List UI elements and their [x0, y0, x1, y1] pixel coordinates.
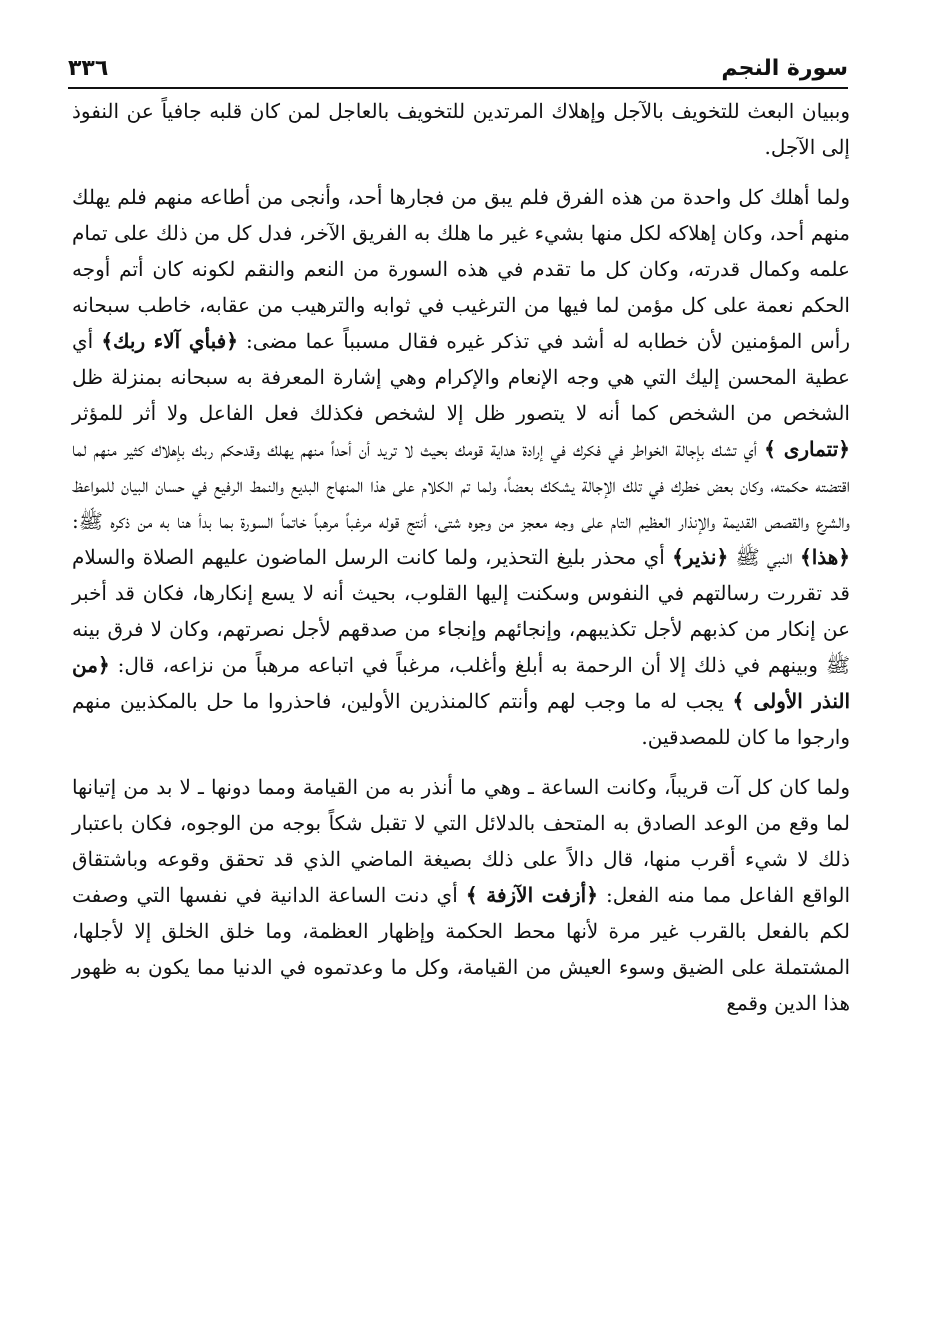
- text-run: أي دنت الساعة الدانية في نفسها التي وصفت لكم بالفعل بالقرب غير مرة لأنها محط الحكمة وإظهار العظمة، وما خلق الخلق إلا لأجلها، المشتملة على الضيق وسوء العيش من القيامة، وكل ما وعدتموه في الدنيا مما يكون به ظهور هذا الدين وقمع: [72, 883, 850, 1015]
- text-run: ولما أهلك كل واحدة من هذه الفرق فلم يبق من فجارها أحد، وأنجى من أطاعه منهم فلم يهلك منهم أحد، وكان إهلاكه لكل منها بشيء غير ما هلك به الفريق الآخر، فدل كل من ذلك على تمام علمه وكمال قدرته، وكان كل ما تقدم في هذه السورة من النعم والنقم لكونه كان أتم أوجه الحكم نعمة على كل مؤمن لما فيها من الترغيب في ثوابه والترهيب من عقابه، خاطب سبحانه رأس المؤمنين لأن خطابه له أشد في تذكر غيره فقال مسبباً عما مضى:: [72, 185, 851, 353]
- paragraph-3: [72, 769, 850, 1021]
- text-run: أي تشك بإجالة الخواطر في فكرك في إرادة هداية قومك بحيث لا تريد أن أحداً منهم يهلك وقدحكم ربك بإهلاك كثير منهم لما اقتضته حكمته، وكان بعض خطرك في تلك الإجالة يشكك بعضاً، ولما تم الكلام على هذا المنهاج البديع والنمط الرفيع في حسان البيان للمواعظ والشرع والقصص القديمة والإنذار العظيم التام على وجه معجز من وجوه شتى، أنتج قوله مرغباً مرهباً خاتماً السورة بما بدأ هنا به من ذكره ﷺ:: [72, 437, 850, 533]
- surah-title: سورة النجم: [721, 55, 848, 81]
- text-run: النبي ﷺ: [735, 545, 793, 569]
- quran-quote: ﴿أزفت الآزفة ﴾: [465, 883, 598, 907]
- text-run: يجب له ما وجب لهم وأنتم كالمنذرين الأولين، فاحذروا ما حل بالمكذبين منهم وارجوا ما كان للمصدقين.: [72, 689, 850, 749]
- text-run: أي عطية المحسن إليك التي هي وجه الإنعام والإكرام وهي إشارة المعرفة به سبحانه بمنزلة ظل الشخص من الشخص كما أنه لا يتصور ظل إلا لشخص فكذلك فعل الفاعل ولا أثر للمؤثر: [72, 329, 850, 425]
- text-run: وببيان البعث للتخويف بالآجل وإهلاك المرتدين للتخويف بالعاجل لمن كان قلبه جافياً عن النفوذ إلى الآجل.: [72, 99, 850, 159]
- paragraph-2: [72, 179, 850, 755]
- page-number: ٣٣٦: [68, 55, 109, 81]
- text-run: أي محذر بليغ التحذير، ولما كانت الرسل الماضون عليهم الصلاة والسلام قد تقررت رسالتهم في النفوس وسكنت إليها القلوب، بحيث أنه لا يسع إنكارها، فكان قد أخبر عن إنكار من كذبهم لأجل تكذيبهم، وإنجائهم وإنجاء من صدقهم لأجل نصرتهم، وكان لا فرق بينه ﷺ وبينهم في ذلك إلا أن الرحمة به أبلغ وأغلب، مرغباً في اتباعه مرهباً من نزاعه، قال:: [72, 545, 850, 677]
- running-header: [68, 48, 848, 88]
- quran-quote: ﴿من النذر الأولى ﴾: [72, 653, 851, 713]
- quran-quote: ﴿نذير﴾: [672, 545, 729, 569]
- quran-quote: ﴿تتمارى ﴾: [764, 437, 850, 461]
- header-divider: [68, 87, 848, 89]
- paragraph-1: [72, 93, 850, 165]
- text-run: ولما كان كل آت قريباً، وكانت الساعة ـ وهي ما أنذر به من القيامة ومما دونها ـ لا بد من إتيانها لما وقع من الوعد الصادق به المتحف بالدلائل التي لا تقبل شكاً بوجه من الوجوه، فكان باعتبار ذلك لا شيء أقرب منها، قال دالاً على ذلك بصيغة الماضي الذي قد تحقق وقوعه وباشتقاق الواقع الفاعل مما منه الفعل:: [72, 775, 851, 907]
- quran-quote: ﴿هذا﴾: [799, 545, 851, 569]
- page-body: [72, 93, 850, 1021]
- quran-quote: ﴿فبأي آلاء ربك﴾: [101, 329, 238, 353]
